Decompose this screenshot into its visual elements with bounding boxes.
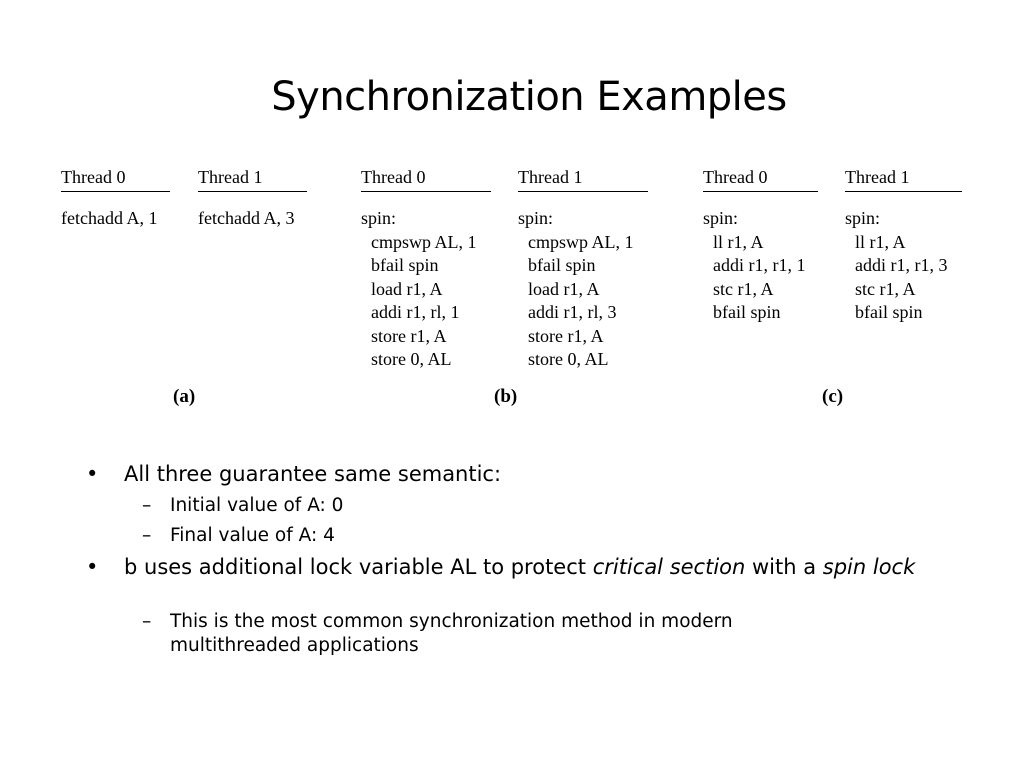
thread-header: Thread 0 [703, 167, 768, 187]
code-line: spin: [703, 208, 739, 228]
code-line: spin: [518, 208, 554, 228]
code-line: store 0, AL [528, 349, 609, 369]
dash-marker: – [142, 525, 152, 546]
bullet-text: b uses additional lock variable AL to protect [124, 555, 593, 579]
code-line: load r1, A [528, 278, 600, 299]
panel-label-c: (c) [822, 386, 844, 407]
thread-header: Thread 0 [61, 167, 126, 187]
code-body [518, 207, 648, 372]
code-line: stc r1, A [855, 278, 916, 299]
thread-header: Thread 1 [845, 167, 910, 187]
dash-marker: – [142, 611, 152, 632]
code-body [845, 207, 962, 325]
code-column [845, 165, 962, 325]
code-line: store r1, A [371, 325, 447, 346]
code-line: bfail spin [855, 302, 923, 322]
code-line: bfail spin [371, 255, 439, 275]
code-line: ll r1, A [855, 231, 906, 252]
bullet-marker: • [86, 555, 99, 579]
code-body [61, 207, 170, 231]
bullet-text: Initial value of A: 0 [170, 495, 344, 516]
code-line: bfail spin [528, 255, 596, 275]
code-column [361, 165, 491, 372]
code-line: addi r1, rl, 3 [528, 302, 617, 322]
code-column [703, 165, 818, 325]
bullet-text: with a [745, 555, 823, 579]
code-column [198, 165, 307, 231]
code-line: store 0, AL [371, 349, 452, 369]
bullet-item [86, 462, 944, 486]
code-line: cmpswp AL, 1 [528, 231, 634, 252]
header-rule [845, 191, 962, 192]
bullet-item [86, 555, 944, 579]
code-line: addi r1, rl, 1 [371, 302, 460, 322]
code-line: load r1, A [371, 278, 443, 299]
bullet-text: This is the most common synchronization method in modern multithreaded applications [170, 611, 733, 656]
panel-label-b: (b) [494, 386, 518, 407]
code-line: fetchadd A, 3 [198, 208, 295, 228]
code-line: ll r1, A [713, 231, 764, 252]
header-rule [703, 191, 818, 192]
thread-header: Thread 1 [518, 167, 583, 187]
code-body [198, 207, 307, 231]
header-rule [518, 191, 648, 192]
header-rule [61, 191, 170, 192]
bullet-marker: • [86, 462, 99, 486]
code-line: bfail spin [713, 302, 781, 322]
sub-bullet-item [142, 524, 850, 548]
thread-header: Thread 1 [198, 167, 263, 187]
header-rule [198, 191, 307, 192]
header-rule [361, 191, 491, 192]
sub-bullet-item [142, 610, 850, 658]
code-line: fetchadd A, 1 [61, 208, 158, 228]
bullet-text: All three guarantee same semantic: [124, 462, 502, 486]
code-line: addi r1, r1, 3 [855, 255, 948, 275]
sub-bullet-item [142, 494, 850, 518]
code-body [703, 207, 818, 325]
code-line: spin: [361, 208, 397, 228]
code-line: addi r1, r1, 1 [713, 255, 806, 275]
emphasized-text: spin lock [822, 555, 916, 579]
thread-header: Thread 0 [361, 167, 426, 187]
code-column [518, 165, 648, 372]
code-column [61, 165, 170, 231]
slide-title: Synchronization Examples [271, 74, 787, 120]
code-line: cmpswp AL, 1 [371, 231, 477, 252]
bullet-text: Final value of A: 4 [170, 525, 335, 546]
code-line: stc r1, A [713, 278, 774, 299]
dash-marker: – [142, 495, 152, 516]
panel-label-a: (a) [173, 386, 196, 407]
emphasized-text: critical section [592, 555, 746, 579]
code-body [361, 207, 491, 372]
code-line: spin: [845, 208, 881, 228]
code-line: store r1, A [528, 325, 604, 346]
